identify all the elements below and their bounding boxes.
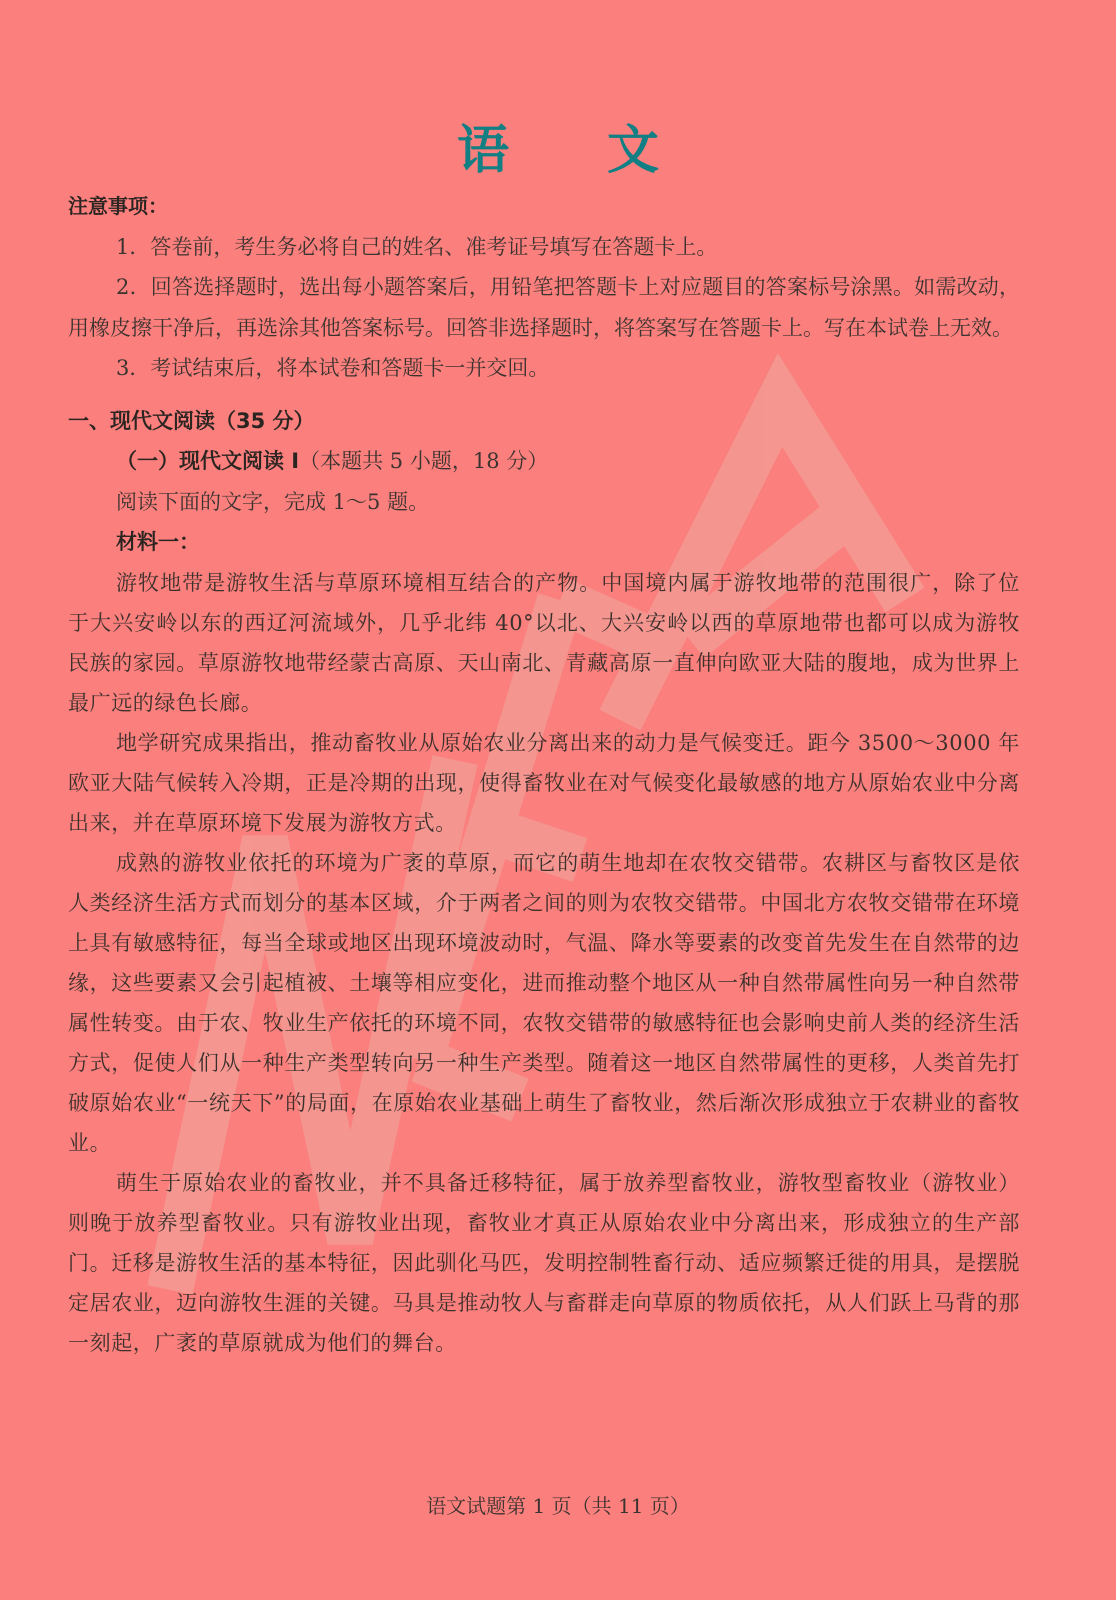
notice-heading: 注意事项： xyxy=(68,194,168,218)
passage-paragraph: 游牧地带是游牧生活与草原环境相互结合的产物。中国境内属于游牧地带的范围很广，除了位于大兴安岭以东的西辽河流域外，几乎北纬 40°以北、大兴安岭以西的草原地带也都可以成为游牧民族的家园。草原游牧地带经蒙古高原、天山南北、青藏高原一直伸向欧亚大陆的腹地，成为世界上最广远的绿色长廊。 xyxy=(68,570,1020,715)
notice-item: 1．答卷前，考生务必将自己的姓名、准考证号填写在答题卡上。 xyxy=(116,234,718,259)
reading-instruction: 阅读下面的文字，完成 1～5 题。 xyxy=(116,489,430,514)
passage-paragraph: 萌生于原始农业的畜牧业，并不具备迁移特征，属于放养型畜牧业，游牧型畜牧业（游牧业）则晚于放养型畜牧业。只有游牧业出现，畜牧业才真正从原始农业中分离出来，形成独立的生产部门。迁移是游牧生活的基本特征，因此驯化马匹，发明控制牲畜行动、适应频繁迁徙的用具，是摆脱定居农业，迈向游牧生涯的关键。马具是推动牧人与畜群走向草原的物质依托，从人们跃上马背的那一刻起，广袤的草原就成为他们的舞台。 xyxy=(68,1170,1020,1355)
sub-section-title: （一）现代文阅读 Ⅰ xyxy=(116,449,300,473)
reading-passage xyxy=(68,563,1020,1363)
page-title: 语 文 xyxy=(456,121,700,181)
material-label: 材料一： xyxy=(116,530,200,554)
passage-paragraph: 成熟的游牧业依托的环境为广袤的草原，而它的萌生地却在农牧交错带。农耕区与畜牧区是依人类经济生活方式而划分的基本区域，介于两者之间的则为农牧交错带。中国北方农牧交错带在环境上具有敏感特征，每当全球或地区出现环境波动时，气温、降水等要素的改变首先发生在自然带的边缘，这些要素又会引起植被、土壤等相应变化，进而推动整个地区从一种自然带属性向另一种自然带属性转变。由于农、牧业生产依托的环境不同，农牧交错带的敏感特征也会影响史前人类的经济生活方式，促使人们从一种生产类型转向另一种生产类型。随着这一地区自然带属性的更移，人类首先打破原始农业“一统天下”的局面，在原始农业基础上萌生了畜牧业，然后渐次形成独立于农耕业的畜牧业。 xyxy=(68,850,1020,1155)
sub-section-note: （本题共 5 小题，18 分） xyxy=(299,449,549,473)
passage-paragraph: 地学研究成果指出，推动畜牧业从原始农业分离出来的动力是气候变迁。距今 3500～3000 年欧亚大陆气候转入冷期，正是冷期的出现，使得畜牧业在对气候变化最敏感的地方从原始农业中分离出来，并在草原环境下发展为游牧方式。 xyxy=(68,730,1020,835)
section-heading: 一、现代文阅读（35 分） xyxy=(68,408,315,433)
notice-item: 3．考试结束后，将本试卷和答题卡一并交回。 xyxy=(116,356,550,380)
exam-content xyxy=(68,186,1020,1363)
notice-item: 2．回答选择题时，选出每小题答案后，用铅笔把答题卡上对应题目的答案标号涂黑。如需改动，用橡皮擦干净后，再选涂其他答案标号。回答非选择题时，将答案写在答题卡上。写在本试卷上无效。 xyxy=(68,275,1020,340)
sub-section-heading xyxy=(68,441,1020,482)
page-footer: 语文试题第 1 页（共 11 页） xyxy=(426,1494,690,1518)
